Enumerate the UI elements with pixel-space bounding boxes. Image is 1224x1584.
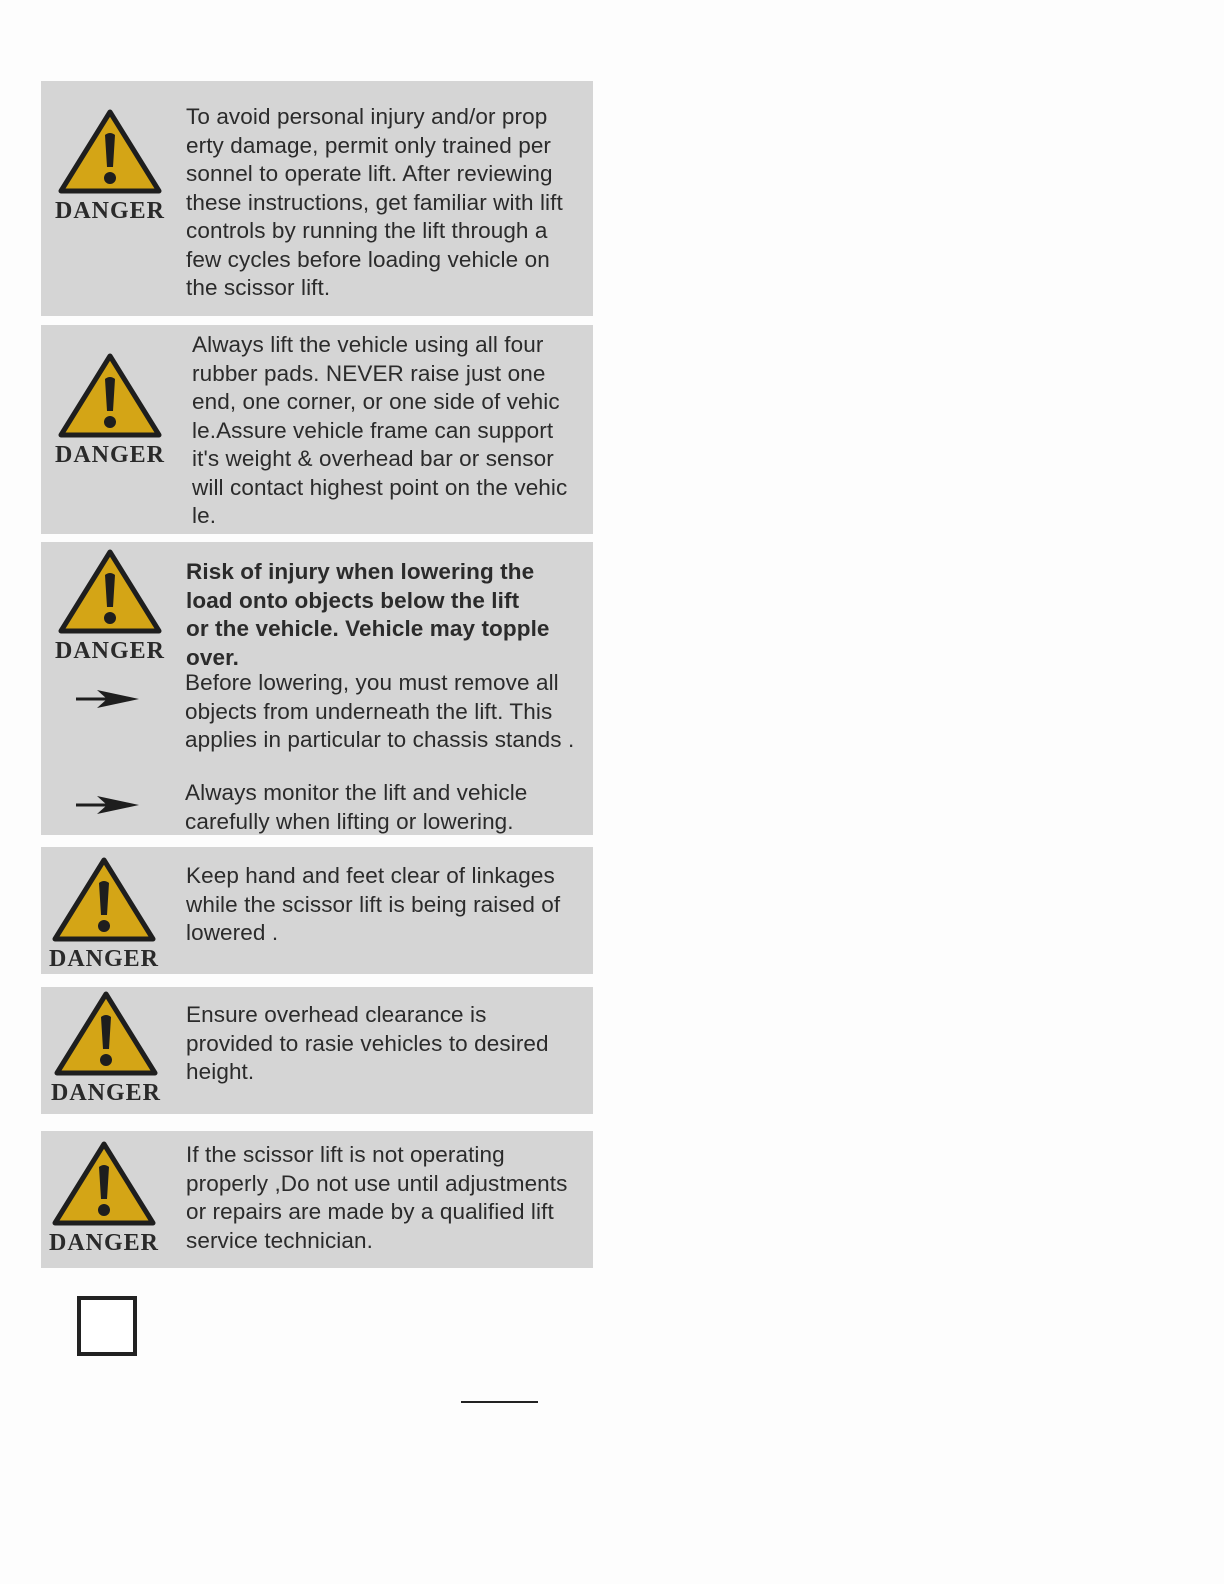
warning-triangle-icon	[56, 351, 164, 439]
arrow-right-icon	[75, 794, 141, 816]
panel-text: Ensure overhead clearance is provided to rasie vehicles to desired height.	[186, 1002, 549, 1084]
panel-item-text: Always monitor the lift and vehicle carefully when lifting or lowering.	[185, 780, 528, 834]
danger-panel-2	[41, 325, 593, 534]
danger-label: DANGER	[54, 442, 165, 468]
danger-sign	[50, 107, 170, 223]
warning-triangle-icon	[50, 855, 158, 943]
danger-panel-6	[41, 1131, 593, 1268]
panel-text: Always lift the vehicle using all four rubber pads. NEVER raise just one end, one corner, or one side of vehic le.Assure vehicle frame can support it's weight & overhead bar or sensor will contact highest point on the vehic le.	[192, 332, 568, 528]
panel-text: If the scissor lift is not operating properly ,Do not use until adjustments or repairs are made by a qualified lift service technician.	[186, 1142, 568, 1253]
panel-text: Keep hand and feet clear of linkages while the scissor lift is being raised of lowered .	[186, 863, 561, 945]
danger-panel-5	[41, 987, 593, 1114]
arrow-right-icon	[75, 688, 141, 710]
warning-triangle-icon	[56, 547, 164, 635]
warning-triangle-icon	[50, 1139, 158, 1227]
danger-label: DANGER	[48, 946, 159, 972]
danger-label: DANGER	[48, 1230, 159, 1256]
danger-sign	[50, 351, 170, 467]
danger-sign	[46, 989, 166, 1105]
danger-label: DANGER	[54, 638, 165, 664]
danger-sign	[50, 547, 170, 663]
checkbox-icon[interactable]	[77, 1296, 137, 1356]
blank-line	[461, 1401, 538, 1403]
danger-sign	[44, 855, 164, 971]
danger-panel-4	[41, 847, 593, 974]
danger-panel-1	[41, 81, 593, 316]
danger-label: DANGER	[50, 1080, 161, 1106]
warning-triangle-icon	[56, 107, 164, 195]
panel-text: To avoid personal injury and/or prop erty damage, permit only trained per sonnel to operate lift. After reviewing these instructions, get familiar with lift controls by running the lift through a few cycles before loading vehicle on the scissor lift.	[186, 104, 563, 300]
panel-heading: Risk of injury when lowering the load onto objects below the lift or the vehicle. Vehicle may topple over.	[186, 559, 550, 670]
danger-sign	[44, 1139, 164, 1255]
danger-panel-3	[41, 542, 593, 835]
warning-triangle-icon	[52, 989, 160, 1077]
panel-item-text: Before lowering, you must remove all objects from underneath the lift. This applies in particular to chassis stands .	[185, 670, 575, 752]
danger-label: DANGER	[54, 198, 165, 224]
